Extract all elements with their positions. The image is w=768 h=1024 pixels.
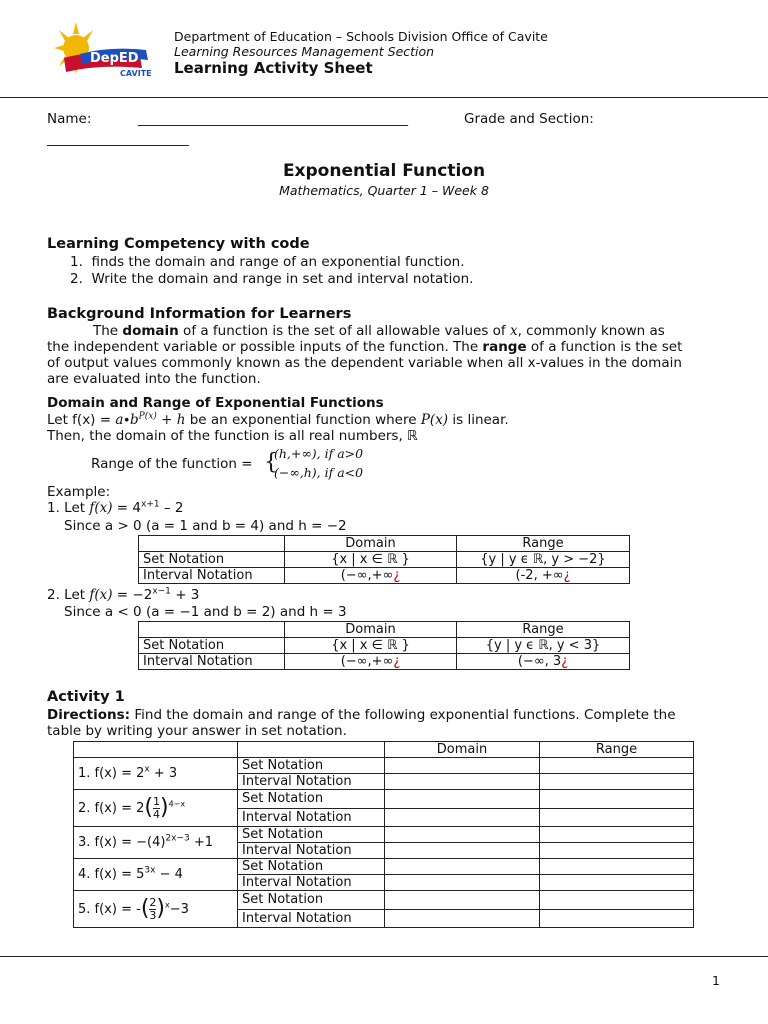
answer-cell[interactable] [385,808,540,827]
answer-cell[interactable] [385,827,540,843]
answer-cell[interactable] [540,808,694,827]
table-row: Interval Notation (−∞,+∞¿ (−∞, 3¿ [139,654,630,670]
answer-cell[interactable] [540,891,694,910]
name-label: Name: [47,111,92,127]
answer-cell[interactable] [540,859,694,875]
example-2-function: 2. Let $f(x) = -2^{x-1} + 3$ [47,586,200,603]
activity-function-3: 3. $f(x) = -(4)^{2x-3} +1$ [74,827,238,859]
table-row: 5. f(x) = -( $\frac{2}{3}$ )$^x$−3 Set Notation [74,891,694,910]
table-row: Domain Range [74,742,694,758]
example-2-table [138,621,630,670]
table-row: Domain Range [139,536,630,552]
range-case-1: (h,+∞), if a>0 [274,446,364,461]
logo-graphic [50,20,165,85]
answer-cell[interactable] [385,843,540,859]
activity-heading: Activity 1 [47,689,125,705]
answer-cell[interactable] [540,909,694,928]
example-1-table [138,535,630,584]
page-subtitle: Mathematics, Quarter 1 – Week 8 [279,183,489,198]
page-number: 1 [712,973,720,988]
activity-table [73,741,694,928]
table-row: Interval Notation (−∞,+∞¿ (-2, +∞¿ [139,568,630,584]
table-row: Interval Notation [74,909,694,928]
answer-cell[interactable] [385,859,540,875]
table-row: Set Notation {x | x ∈ ℝ } {y | y ϵ ℝ, y > −2} [139,552,630,568]
section-name: Learning Resources Management Section [174,44,435,59]
answer-cell[interactable] [385,909,540,928]
table-row: 2. f(x) = 2( $\frac{1}{4}$ )$^{4-x}$ Set Notation [74,790,694,809]
logo-text: DepED [90,51,139,66]
range-case-2: (−∞,h), if a<0 [274,465,364,480]
grade-blank[interactable]: _____________________ [47,131,189,147]
domain-statement: Then, the domain of the function is all real numbers, ℝ [47,428,418,444]
table-row: Interval Notation [74,875,694,891]
table-row: Domain Range [139,622,630,638]
activity-function-1: 1. $f(x) = 2^x + 3$ [74,758,238,790]
answer-cell[interactable] [385,790,540,809]
answer-cell[interactable] [540,875,694,891]
background-paragraph: The domain of a function is the set of all allowable values of x, commonly known as the independent variable or possible inputs of the function. The range of a function is the set of output values commonly known as the dependent variable when all x-values in the domain are evaluated into the function. [47,323,683,387]
answer-cell[interactable] [385,774,540,790]
table-row: Interval Notation [74,808,694,827]
activity-function-2: 2. f(x) = 2( $\frac{1}{4}$ )$^{4-x}$ [74,790,238,827]
answer-cell[interactable] [540,827,694,843]
answer-cell[interactable] [385,875,540,891]
table-row: Interval Notation [74,774,694,790]
answer-cell[interactable] [385,891,540,910]
activity-function-4: 4. $f(x) = 5^{3x} - 4$ [74,859,238,891]
domain-range-heading: Domain and Range of Exponential Functions [47,395,384,411]
example-label: Example: [47,484,111,500]
competency-heading: Learning Competency with code [47,236,310,252]
table-row: 3. $f(x) = -(4)^{2x-3} +1$ Set Notation [74,827,694,843]
deped-cavite-logo [50,20,165,85]
footer-divider [0,956,768,957]
logo-subtext: CAVITE [120,69,152,78]
answer-cell[interactable] [540,774,694,790]
table-row: Set Notation {x | x ∈ ℝ } {y | y ϵ ℝ, y < 3} [139,638,630,654]
answer-cell[interactable] [540,843,694,859]
answer-cell[interactable] [385,758,540,774]
example-2-condition: Since a < 0 (a = −1 and b = 2) and h = 3 [64,604,347,620]
table-row: Interval Notation [74,843,694,859]
range-label: Range of the function = [91,456,253,472]
table-row: 4. $f(x) = 5^{3x} - 4$ Set Notation [74,859,694,875]
competency-item-2: 2. Write the domain and range in set and interval notation. [70,271,474,287]
header-divider [0,97,768,98]
competency-item-1: 1. finds the domain and range of an exponential function. [70,254,465,270]
page-title: Exponential Function [282,161,486,181]
department-name: Department of Education – Schools Division Office of Cavite [174,29,548,44]
answer-cell[interactable] [540,758,694,774]
sheet-title: Learning Activity Sheet [174,59,373,77]
example-1-function: 1. Let $f(x) = 4^{x+1} - 2$ [47,499,184,516]
activity-function-5: 5. f(x) = -( $\frac{2}{3}$ )$^x$−3 [74,891,238,928]
answer-cell[interactable] [540,790,694,809]
name-blank[interactable]: ________________________________________ [138,111,408,127]
background-heading: Background Information for Learners [47,306,352,322]
example-1-condition: Since a > 0 (a = 1 and b = 4) and h = −2 [64,518,347,534]
definition-line: Let $f(x) = a\cdot b^{P(x)} + h$ be an exponential function where P(x) is linear. [47,411,509,428]
activity-directions: Directions: Find the domain and range of the following exponential functions. Complete the table by writing your answer in set notation. [47,707,676,739]
table-row: 1. $f(x) = 2^x + 3$ Set Notation [74,758,694,774]
grade-label: Grade and Section: [464,111,594,127]
range-brace: { [264,450,278,475]
